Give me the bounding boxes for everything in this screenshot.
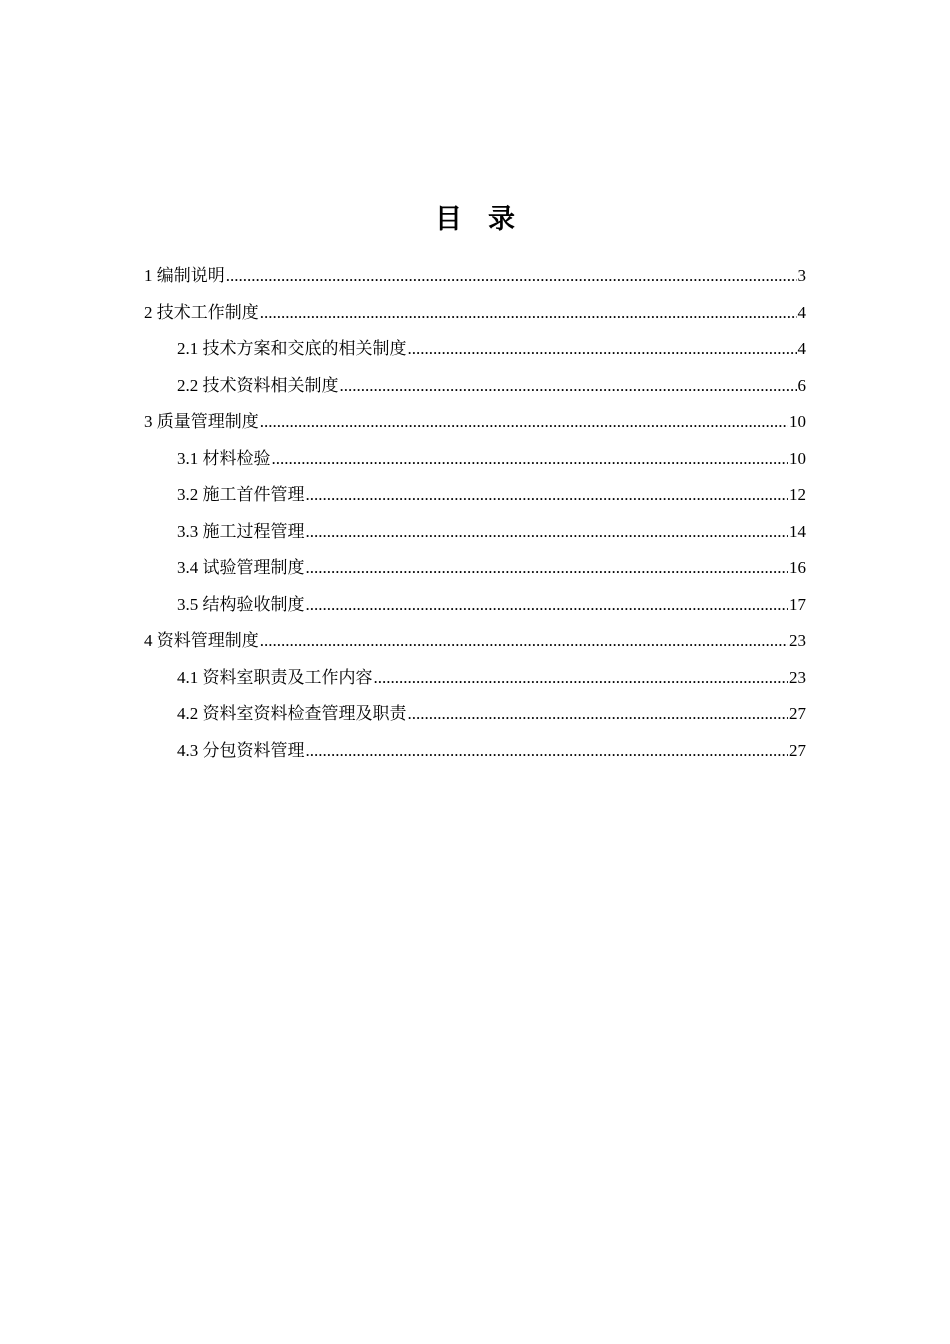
toc-entry-label: 2.2 技术资料相关制度 [177, 375, 339, 395]
toc-dot-leader [340, 368, 797, 405]
toc-entry[interactable] [144, 331, 806, 368]
toc-page-number: 3 [797, 266, 806, 285]
toc-dot-leader [374, 660, 789, 697]
toc-entry-label: 3.2 施工首件管理 [177, 485, 305, 504]
toc-dot-leader [306, 514, 789, 551]
toc-entry-label: 3.5 结构验收制度 [177, 594, 305, 614]
toc-entry[interactable] [144, 550, 806, 587]
toc-entry-label: 2 技术工作制度 [144, 302, 259, 322]
toc-entry-label: 1 编制说明 [144, 266, 225, 285]
toc-dot-leader [306, 733, 789, 770]
toc-entry[interactable] [144, 404, 806, 441]
toc-entry[interactable] [144, 587, 806, 624]
toc-dot-leader [260, 404, 788, 441]
toc-entry[interactable] [144, 733, 806, 770]
toc-dot-leader [260, 295, 797, 332]
toc-page-number: 10 [789, 412, 806, 431]
toc-entry[interactable] [144, 660, 806, 697]
toc-dot-leader [408, 696, 789, 733]
toc-entry-label: 3 质量管理制度 [144, 412, 259, 431]
toc-entry[interactable] [144, 441, 806, 478]
toc-dot-leader [306, 550, 789, 587]
toc-page-number: 17 [789, 594, 806, 614]
toc-page-number: 4 [797, 302, 806, 322]
toc-entry[interactable] [144, 623, 806, 660]
toc-dot-leader [260, 623, 788, 660]
toc-list [144, 258, 806, 769]
toc-page-number: 27 [789, 740, 806, 760]
toc-dot-leader [272, 441, 789, 478]
toc-entry-label: 2.1 技术方案和交底的相关制度 [177, 339, 407, 358]
toc-entry[interactable] [144, 295, 806, 332]
toc-dot-leader [226, 258, 797, 295]
toc-entry-label: 4.3 分包资料管理 [177, 740, 305, 760]
toc-page-number: 4 [797, 339, 806, 358]
toc-entry-label: 3.3 施工过程管理 [177, 521, 305, 541]
toc-page-number: 6 [797, 375, 806, 395]
toc-entry[interactable] [144, 477, 806, 514]
toc-dot-leader [408, 331, 797, 368]
toc-page-number: 12 [789, 485, 806, 504]
toc-entry[interactable] [144, 258, 806, 295]
toc-page-number: 23 [789, 667, 806, 687]
toc-entry-label: 3.4 试验管理制度 [177, 558, 305, 577]
toc-title: 目录 [435, 204, 541, 235]
toc-entry[interactable] [144, 368, 806, 405]
toc-page-number: 27 [789, 704, 806, 723]
toc-entry[interactable] [144, 514, 806, 551]
toc-entry[interactable] [144, 696, 806, 733]
toc-page-number: 23 [789, 631, 806, 650]
toc-page-number: 10 [789, 448, 806, 468]
toc-entry-label: 3.1 材料检验 [177, 448, 271, 468]
toc-page-number: 14 [789, 521, 806, 541]
toc-entry-label: 4.1 资料室职责及工作内容 [177, 667, 373, 687]
toc-dot-leader [306, 477, 789, 514]
toc-dot-leader [306, 587, 789, 624]
toc-entry-label: 4 资料管理制度 [144, 631, 259, 650]
toc-page-number: 16 [789, 558, 806, 577]
toc-entry-label: 4.2 资料室资料检查管理及职责 [177, 704, 407, 723]
